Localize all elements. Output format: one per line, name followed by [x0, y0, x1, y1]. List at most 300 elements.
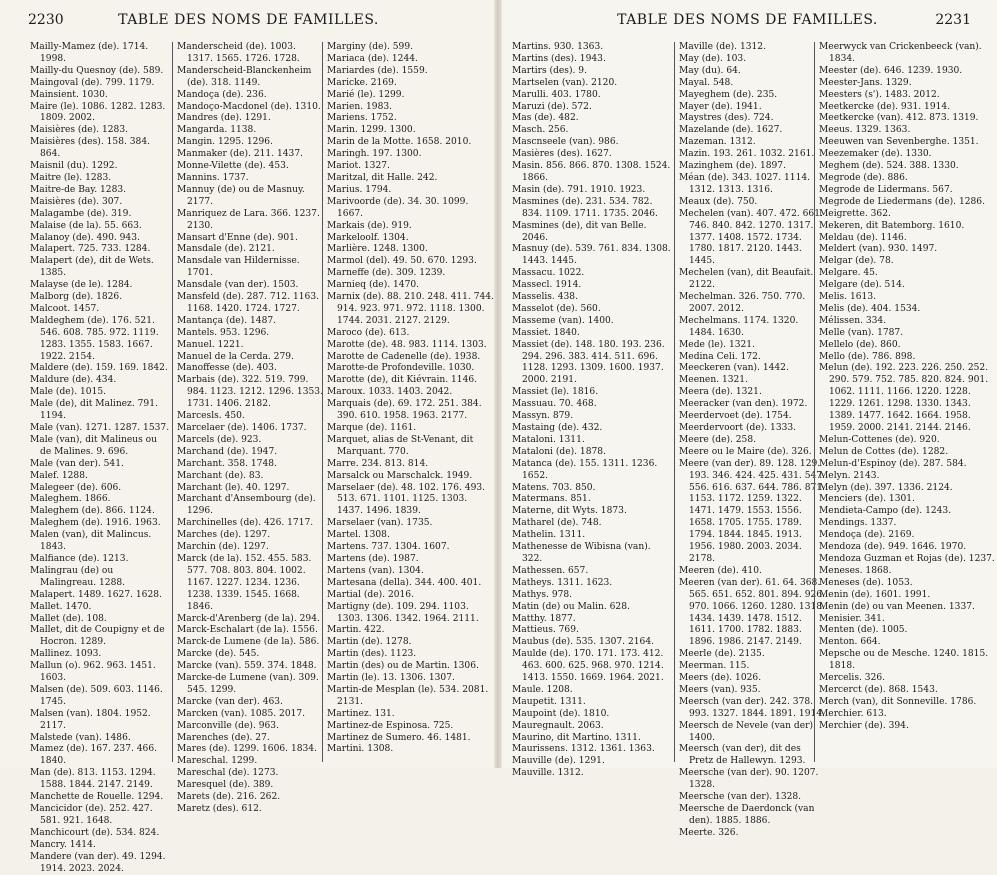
- index-entry: Mechelmans. 1174. 1320. 1484. 1630.: [679, 315, 799, 338]
- index-entry: Méan (de). 343. 1027. 1114. 1312. 1313. 1316.: [679, 172, 811, 195]
- index-entry: Maretz (des). 612.: [177, 804, 262, 814]
- index-entry: Martin-de Mesplan (le). 534. 2081. 2131.: [327, 684, 489, 707]
- index-entry: Maitre-de Bay. 1283.: [30, 184, 127, 195]
- index-entry: Maubus (de). 535. 1307. 2164.: [512, 637, 655, 648]
- index-entry: Meere (van der). 89. 128. 129. 193. 346. 424. 425. 431. 547. 556. 616. 637. 644. 786. 871. 1153. 1172. 1259. 1322. 1471. 1479. 1553. 1556. 1658. 1705. 1755. 1789. 1794. 1844. 1845. 1913. 1956. 1980. 2003. 2034. 2178.: [679, 458, 825, 564]
- index-entry: Mas (de). 482.: [512, 113, 579, 124]
- index-entry: Mariardes (de). 1559.: [327, 65, 428, 76]
- index-entry: Meetkercke (van). 412. 873. 1319.: [819, 113, 979, 124]
- index-entry: Marquais (de). 69. 172. 251. 384. 390. 610. 1958. 1963. 2177.: [327, 399, 482, 422]
- index-entry: Malapert. 1489. 1627. 1628.: [30, 589, 162, 600]
- index-entry: Mazin. 193. 261. 1032. 2161.: [679, 149, 815, 160]
- index-entry: Meesters (s'). 1483. 2012.: [819, 89, 940, 100]
- index-entry: Martens (van). 1304.: [327, 565, 424, 576]
- index-entry: Maleghem (de). 866. 1124.: [30, 506, 155, 517]
- index-entry: Megrode de Liedermans (de). 1286.: [819, 196, 985, 207]
- index-entry: Martinez de Sumero. 46. 1481.: [327, 732, 471, 743]
- index-entry: Male (van der). 541.: [30, 458, 124, 469]
- index-entry: Melyn. 2143.: [819, 470, 880, 481]
- index-entry: Malayse (de le). 1284.: [30, 280, 133, 291]
- index-entry: Manuel de la Cerda. 279.: [177, 351, 294, 362]
- index-entry: Meerte. 326.: [679, 827, 739, 838]
- index-entry: Monne-Vilette (de). 453.: [177, 161, 289, 172]
- index-entry: Mendoça (de). 2169.: [819, 530, 915, 541]
- index-entry: Masin (de). 791. 1910. 1923.: [512, 184, 646, 195]
- page-header: [498, 12, 997, 34]
- index-entry: Melle (van). 1787.: [819, 327, 904, 338]
- index-entry: Meersche (van der). 1328.: [679, 792, 802, 803]
- index-entry: Manchicourt (de). 534. 824.: [30, 827, 160, 838]
- index-entry: Martin (le). 13. 1306. 1307.: [327, 673, 455, 684]
- index-entry: Mattieus. 769.: [512, 625, 579, 636]
- index-entry: Martins (des). 1943.: [512, 53, 606, 64]
- index-entry: Martesana (della). 344. 400. 401.: [327, 577, 482, 588]
- index-entry: Meerdervoort (de). 1333.: [679, 423, 797, 433]
- index-entry: Medina Celi. 172.: [679, 351, 761, 362]
- index-entry: Manmaker (de). 211. 1437.: [177, 149, 304, 160]
- index-entry: Materne, dit Wyts. 1873.: [512, 506, 627, 517]
- index-entry: Meaux (de). 750.: [679, 196, 758, 207]
- index-entry: Maricke. 2169.: [327, 77, 397, 88]
- index-entry: Melun-Cottenes (de). 920.: [819, 434, 940, 445]
- index-entry: Meersch (van der). 242. 378. 993. 1327. 1844. 1891. 1914.: [679, 696, 825, 719]
- index-entry: Manuel. 1221.: [177, 339, 244, 350]
- index-entry: Matens. 703. 850.: [512, 482, 596, 493]
- index-entry: Maisières (de). 1283.: [30, 125, 128, 136]
- index-entry: Marcelaer (de). 1406. 1737.: [177, 423, 307, 433]
- index-entry: Mayeghem (de). 235.: [679, 89, 778, 100]
- index-entry: Mataloni. 1311.: [512, 434, 585, 445]
- page-number: 2230: [28, 12, 64, 28]
- index-entry: Maule. 1208.: [512, 684, 573, 695]
- index-entry: Melun de Cottes (de). 1282.: [819, 446, 949, 457]
- index-entry: Mauville. 1312.: [512, 768, 584, 779]
- index-entry: Melgare. 45.: [819, 268, 878, 279]
- index-entry: Mercelis. 326.: [819, 673, 886, 684]
- index-entry: Mendings. 1337.: [819, 518, 897, 529]
- index-entry: Mareschal (de). 1273.: [177, 768, 279, 779]
- index-entry: Malstede (van). 1486.: [30, 732, 131, 743]
- index-entry: Massiet (le). 1816.: [512, 387, 599, 398]
- index-entry: Menton. 664.: [819, 637, 881, 648]
- index-entry: Masmines (de). 231. 534. 782. 834. 1109. 1711. 1735. 2046.: [512, 196, 658, 219]
- index-entry: Martial (de). 2016.: [327, 589, 414, 600]
- index-entry: Manoffesse (de). 403.: [177, 363, 277, 374]
- index-entry: Mede (le). 1321.: [679, 339, 755, 350]
- index-entry: Martselen (van). 2120.: [512, 77, 618, 88]
- index-entry: Megrode (de). 886.: [819, 172, 908, 183]
- index-entry: Mascnseele (van). 986.: [512, 137, 619, 148]
- index-entry: Maystres (des). 724.: [679, 113, 774, 124]
- index-column: [814, 42, 995, 762]
- index-entry: Mandoço-Macdonel (de). 1310.: [177, 101, 321, 112]
- index-entry: Marchant d'Ansembourg (de). 1296.: [177, 494, 316, 517]
- index-entry: Mannins. 1737.: [177, 172, 249, 183]
- index-entry: Marneffe (de). 309. 1239.: [327, 268, 446, 279]
- index-entry: Malsen (van). 1804. 1952. 2117.: [30, 708, 151, 731]
- index-entry: Martin. 422.: [327, 625, 385, 636]
- index-entry: Masmines (de), dit van Belle. 2046.: [512, 220, 647, 243]
- index-entry: Marenches (de). 27.: [177, 732, 270, 743]
- index-column: [512, 42, 672, 779]
- index-entry: Mansart d'Enne (de). 901.: [177, 232, 298, 243]
- index-entry: Matanca (de). 155. 1311. 1236. 1652.: [512, 458, 658, 481]
- index-entry: Meeren (van der). 61. 64. 368. 565. 651. 652. 801. 894. 926. 970. 1066. 1260. 1280. 1318. 1434. 1439. 1478. 1512. 1611. 1700. 1782. 1883. 1896. 1986. 2147. 2149.: [679, 577, 825, 648]
- index-entry: Maldere (de). 159. 169. 1842.: [30, 363, 168, 374]
- index-entry: Mathessen. 657.: [512, 565, 589, 576]
- index-entry: Meeren (de). 410.: [679, 565, 762, 576]
- index-entry: Maringh. 197. 1300.: [327, 149, 422, 160]
- page-title: TABLE DES NOMS DE FAMILLES.: [118, 12, 379, 28]
- page-header: [0, 12, 497, 34]
- index-entry: Menin (de) ou van Meenen. 1337.: [819, 601, 975, 612]
- index-entry: Marmol (del). 49. 50. 670. 1293.: [327, 256, 477, 267]
- index-entry: Mailly-Mamez (de). 1714. 1998.: [30, 42, 149, 64]
- index-entry: Mannuy (de) ou de Masnuy. 2177.: [177, 184, 305, 207]
- index-entry: Maruzi (de). 572.: [512, 101, 592, 112]
- book-gutter: [494, 0, 502, 768]
- index-entry: Meers (van). 935.: [679, 684, 761, 695]
- index-entry: Marcke (van der). 463.: [177, 696, 283, 707]
- index-entry: Mariens. 1752.: [327, 113, 397, 124]
- index-entry: Marotte-de Profondeville. 1030.: [327, 363, 475, 374]
- index-entry: Maire (le). 1086. 1282. 1283. 1809. 2002.: [30, 101, 166, 124]
- index-entry: Martigny (de). 109. 294. 1103. 1303. 1306. 1342. 1964. 2111.: [327, 601, 479, 624]
- index-entry: Mancicidor (de). 252. 427. 581. 921. 1648.: [30, 804, 153, 826]
- index-entry: Marquet, alias de St-Venant, dit Marquant. 770.: [327, 434, 474, 457]
- index-entry: Meenen. 1321.: [679, 375, 748, 386]
- index-entry: Meeus. 1329. 1363.: [819, 125, 911, 136]
- index-entry: Mathenesse de Wibisna (van). 322.: [512, 542, 651, 564]
- index-entry: Martin (des). 1123.: [327, 649, 417, 660]
- index-entry: Marlière. 1248. 1300.: [327, 244, 428, 255]
- index-entry: Meerdervoet (de). 1754.: [679, 411, 792, 422]
- index-entry: Massiet (de). 148. 180. 193. 236. 294. 296. 383. 414. 511. 696. 1128. 1293. 1309. 1600. 1937. 2000. 2191.: [512, 339, 665, 386]
- index-entry: Marchant (le). 40. 1297.: [177, 482, 290, 493]
- index-entry: Marnieq (de). 1470.: [327, 280, 420, 291]
- index-entry: Mallet (de). 108.: [30, 613, 107, 624]
- index-entry: Matin (de) ou Malin. 628.: [512, 601, 630, 612]
- index-entry: Martens. 737. 1304. 1607.: [327, 542, 450, 553]
- index-entry: Mamez (de). 167. 237. 466. 1840.: [30, 744, 158, 767]
- index-entry: Maupoint (de). 1810.: [512, 708, 610, 719]
- index-entry: Malen (van), dit Malincus. 1843.: [30, 530, 152, 553]
- page-title: TABLE DES NOMS DE FAMILLES.: [617, 12, 878, 28]
- index-entry: Markeloolf. 1304.: [327, 232, 409, 243]
- index-entry: Mandoça (de). 236.: [177, 89, 267, 100]
- index-entry: Melun (de). 192. 223. 226. 250. 252. 290. 579. 752. 785. 820. 824. 901. 1062. 1111. 1166. 1220. 1228. 1229. 1261. 1298. 1330. 1343. 1389. 1477. 1642. 1664. 1958. 1959. 2000. 2141. 2144. 2146.: [819, 363, 989, 433]
- index-entry: Mazinghem (de). 1897.: [679, 161, 786, 172]
- index-entry: Meester-Jans. 1329.: [819, 77, 912, 88]
- index-entry: Mangarda. 1138.: [177, 125, 257, 136]
- index-entry: Malcoot. 1457.: [30, 303, 100, 314]
- index-entry: Meera (de). 1321.: [679, 387, 762, 398]
- index-entry: Melun-d'Espinoy (de). 287. 584.: [819, 458, 967, 469]
- index-entry: Massiet. 1840.: [512, 327, 580, 338]
- index-entry: Meerwyck van Crickenbeeck (van). 1834.: [819, 42, 982, 64]
- index-column: [322, 42, 495, 762]
- index-entry: Megrode de Lidermans. 567.: [819, 184, 953, 195]
- index-entry: Marck (de la). 152. 455. 583. 577. 708. 803. 804. 1002. 1167. 1227. 1234. 1236. 1238. 1339. 1545. 1668. 1846.: [177, 553, 312, 612]
- index-entry: Mauville (de). 1291.: [512, 756, 605, 767]
- index-entry: Meester (de). 646. 1239. 1930.: [819, 65, 963, 76]
- index-entry: Meezemaker (de). 1330.: [819, 149, 932, 160]
- index-entry: Melis. 1613.: [819, 292, 876, 303]
- index-entry: Meeuwen van Sevenberghe. 1351.: [819, 137, 979, 148]
- index-entry: Marchant (de). 83.: [177, 470, 264, 481]
- index-entry: Masnuy (de). 539. 761. 834. 1308. 1443. 1445.: [512, 244, 671, 267]
- index-entry: Marius. 1794.: [327, 184, 392, 195]
- index-entry: Mansdale (de). 2121.: [177, 244, 275, 255]
- index-entry: Marcke (de). 545.: [177, 649, 260, 660]
- index-entry: Malsen (de). 509. 603. 1146. 1745.: [30, 684, 163, 707]
- index-entry: Meerman. 115.: [679, 661, 750, 672]
- index-column: [674, 42, 825, 838]
- index-entry: Mathelin. 1311.: [512, 530, 586, 541]
- index-entry: Menciers (de). 1301.: [819, 494, 915, 505]
- index-entry: Martin (de). 1278.: [327, 637, 412, 648]
- index-entry: Merch (van), dit Sonneville. 1786.: [819, 696, 977, 707]
- index-entry: Merchier. 613.: [819, 708, 887, 719]
- index-entry: Mechelen (van). 407. 472. 661. 746. 840. 842. 1270. 1317. 1377. 1408. 1572. 1734. 1780. 1817. 2120. 1443. 1445.: [679, 208, 823, 267]
- index-entry: Mélissen. 334.: [819, 315, 887, 326]
- index-entry: Mauregnault. 2063.: [512, 720, 604, 731]
- index-entry: Marchand (de). 1947.: [177, 446, 278, 457]
- index-entry: Mello (de). 786. 898.: [819, 351, 916, 362]
- index-entry: Maupetit. 1311.: [512, 696, 586, 707]
- index-entry: Meeckeren (van). 1442.: [679, 363, 789, 374]
- index-entry: Mariot. 1327.: [327, 161, 390, 172]
- index-entry: Marcesls. 450.: [177, 411, 245, 422]
- index-entry: Manchette de Rouelle. 1294.: [30, 792, 164, 803]
- index-entry: Marselaer (de). 48. 102. 176. 493. 513. 671. 1101. 1125. 1303. 1437. 1496. 1839.: [327, 482, 486, 517]
- index-entry: Mallet. 1470.: [30, 601, 92, 612]
- index-entry: Marotte (de). 48. 983. 1114. 1303.: [327, 339, 487, 350]
- index-entry: Maisnil (du). 1292.: [30, 161, 118, 172]
- index-entry: Mandere (van der). 49. 1294. 1914. 2023. 2024.: [30, 851, 166, 874]
- index-entry: Mercerct (de). 868. 1543.: [819, 684, 938, 695]
- index-entry: Mainsient. 1030.: [30, 89, 108, 100]
- index-entry: Marbais (de). 322. 519. 799. 984. 1123. 1212. 1296. 1353. 1731. 1406. 2182.: [177, 375, 323, 410]
- index-entry: Marnix (de). 88. 210. 248. 411. 744. 914. 923. 971. 972. 1118. 1300. 1744. 2031. 2127. 2129.: [327, 292, 494, 326]
- index-entry: Martini. 1308.: [327, 744, 394, 755]
- index-entry: Marchant. 358. 1748.: [177, 458, 277, 469]
- index-entry: Masselot (de). 560.: [512, 303, 601, 314]
- index-entry: Matharel (de). 748.: [512, 518, 602, 529]
- index-entry: Mailly-du Quesnoy (de). 589.: [30, 65, 164, 76]
- index-entry: Male (van), dit Malineus ou de Malines. 9. 696.: [30, 434, 158, 457]
- index-entry: Melgare (de). 514.: [819, 280, 905, 291]
- index-entry: Marck-de Lumene (de la). 586.: [177, 637, 320, 648]
- index-entry: Marcken (van). 1085. 2017.: [177, 708, 306, 719]
- index-entry: Marconville (de). 963.: [177, 720, 279, 731]
- index-entry: Meers (de). 1026.: [679, 673, 762, 684]
- index-entry: Manderscheid-Blanckenheim (de). 318. 1149.: [177, 65, 312, 88]
- index-entry: Mares (de). 1299. 1606. 1834.: [177, 744, 317, 755]
- index-entry: Mekeren, dit Batemborg. 1610.: [819, 220, 965, 231]
- index-entry: Maritzal, dit Halle. 242.: [327, 172, 438, 183]
- index-entry: Masières (des). 1627.: [512, 149, 612, 160]
- index-entry: Matthy. 1877.: [512, 613, 576, 624]
- index-entry: Martinez-de Espinosa. 725.: [327, 720, 454, 731]
- index-entry: Marivoorde (de). 34. 30. 1099. 1667.: [327, 196, 469, 219]
- left-page: [0, 0, 497, 874]
- index-entry: Marin de la Motte. 1658. 2010.: [327, 137, 472, 148]
- index-entry: Meigrette. 362.: [819, 208, 891, 219]
- index-entry: Marcels (de). 923.: [177, 434, 262, 445]
- index-entry: Mansdale van Hildernisse. 1701.: [177, 256, 300, 279]
- index-entry: Malagambe (de). 319.: [30, 208, 132, 219]
- index-entry: Mansfeld (de). 287. 712. 1163. 1168. 1420. 1724. 1727.: [177, 292, 320, 314]
- index-entry: Martin (des) ou de Martin. 1306.: [327, 661, 479, 672]
- index-entry: Maville (de). 1312.: [679, 42, 766, 52]
- index-entry: Maleghem (de). 1916. 1963.: [30, 518, 161, 529]
- index-entry: Meersch de Nevele (van der). 1400.: [679, 720, 816, 743]
- index-entry: Mathys. 978.: [512, 589, 573, 600]
- index-entry: Mansdale (van der). 1503.: [177, 280, 299, 291]
- index-entry: Mechelman. 326. 750. 770. 2007. 2012.: [679, 292, 806, 314]
- index-entry: Maurissens. 1312. 1361. 1363.: [512, 744, 655, 755]
- index-entry: Masseme (van). 1400.: [512, 315, 614, 326]
- index-entry: May (du). 64.: [679, 65, 741, 76]
- index-entry: Meerle (de). 2135.: [679, 649, 765, 660]
- index-entry: Maisières (des). 158. 384. 864.: [30, 137, 151, 160]
- index-entry: Marre. 234. 813. 814.: [327, 458, 429, 469]
- index-entry: Malapert (de), dit de Wets. 1385.: [30, 256, 154, 279]
- index-entry: Marin. 1299. 1300.: [327, 125, 416, 136]
- index-entry: Mantels. 953. 1296.: [177, 327, 270, 338]
- index-column: [30, 42, 170, 874]
- index-entry: Massacu. 1022.: [512, 268, 585, 279]
- index-entry: Marotte (de), dit Kiévrain. 1146.: [327, 375, 478, 386]
- index-entry: Maroux. 1033. 1403. 2042.: [327, 387, 453, 398]
- index-entry: Mendoza Guzman et Rojas (de). 1237.: [819, 553, 995, 564]
- index-entry: Marulli. 403. 1780.: [512, 89, 601, 100]
- index-entry: Massuau. 70. 468.: [512, 399, 597, 410]
- index-entry: Maitre (le). 1283.: [30, 172, 112, 183]
- index-entry: Meghem (de). 524. 388. 1330.: [819, 161, 959, 172]
- index-entry: Manderscheid (de). 1003. 1317. 1565. 1726. 1728.: [177, 42, 300, 64]
- index-entry: Mellelo (de). 860.: [819, 339, 901, 350]
- index-entry: Maurino, dit Martino. 1311.: [512, 732, 641, 743]
- index-entry: May (de). 103.: [679, 53, 747, 64]
- index-entry: Meersche de Daerdonck (van den). 1885. 1886.: [679, 804, 815, 826]
- index-entry: Matheys. 1311. 1623.: [512, 577, 613, 588]
- index-entry: Malaise (de la). 55. 663.: [30, 220, 142, 231]
- index-entry: Maldeghem (de). 176. 521. 546. 608. 785. 972. 1119. 1283. 1355. 1583. 1667. 1922. 2154.: [30, 315, 159, 362]
- index-entry: Marien. 1983.: [327, 101, 393, 112]
- index-entry: Male (van). 1271. 1287. 1537.: [30, 423, 170, 433]
- index-entry: Malef. 1288.: [30, 470, 88, 481]
- index-entry: Meldert (van). 930. 1497.: [819, 244, 938, 255]
- index-entry: Melgar (de). 78.: [819, 256, 894, 267]
- index-entry: Maingoval (de). 799. 1179.: [30, 77, 155, 88]
- index-entry: Mastaing (de). 432.: [512, 423, 603, 433]
- page-number: 2231: [935, 12, 971, 28]
- index-entry: Marchinelles (de). 426. 1717.: [177, 518, 314, 529]
- index-entry: Menisier. 341.: [819, 613, 885, 624]
- index-entry: Meere (de). 258.: [679, 434, 757, 445]
- index-entry: Massyn. 879.: [512, 411, 574, 422]
- index-entry: Menten (de). 1005.: [819, 625, 908, 636]
- index-entry: Marets (de). 216. 262.: [177, 792, 281, 803]
- index-entry: Martins. 930. 1363.: [512, 42, 604, 52]
- index-entry: Meldau (de). 1146.: [819, 232, 907, 243]
- index-entry: Menin (de). 1601. 1991.: [819, 589, 931, 600]
- index-entry: Mangin. 1295. 1296.: [177, 137, 273, 148]
- index-entry: Man (de). 813. 1153. 1294. 1588. 1844. 2147. 2149.: [30, 768, 156, 791]
- index-entry: Marches (de). 1297.: [177, 530, 271, 541]
- index-entry: Mandres (de). 1291.: [177, 113, 271, 124]
- index-entry: Martens (de). 1987.: [327, 553, 419, 564]
- index-entry: Meere ou le Maire (de). 326.: [679, 446, 812, 457]
- index-entry: Marselaer (van). 1735.: [327, 518, 433, 529]
- index-entry: Marcke (van). 559. 374. 1848.: [177, 661, 317, 672]
- index-entry: Mechelen (van), dit Beaufait. 2122.: [679, 268, 814, 291]
- index-entry: Mancry. 1414.: [30, 839, 96, 850]
- index-entry: Mantança (de). 1487.: [177, 315, 277, 326]
- index-entry: Mayer (de). 1941.: [679, 101, 762, 112]
- index-entry: Melyn (de). 397. 1336. 2124.: [819, 482, 953, 493]
- index-entry: Mayal. 548.: [679, 77, 734, 88]
- index-entry: Marchin (de). 1297.: [177, 542, 269, 553]
- index-entry: Marié (le). 1299.: [327, 89, 405, 100]
- index-entry: Marck-d'Arenberg (de la). 294.: [177, 613, 320, 624]
- index-entry: Melis (de). 404. 1534.: [819, 303, 921, 314]
- index-entry: Maulde (de). 170. 171. 173. 412. 463. 600. 625. 968. 970. 1214. 1413. 1550. 1669. 1964. 2021.: [512, 649, 664, 684]
- index-entry: Malingrau (de) ou Malingreau. 1288.: [30, 565, 126, 588]
- index-entry: Male (de), dit Malinez. 791. 1194.: [30, 399, 158, 422]
- index-entry: Mallinez. 1093.: [30, 649, 102, 660]
- index-entry: Maresquel (de). 389.: [177, 780, 274, 791]
- index-entry: Malborg (de). 1826.: [30, 292, 123, 303]
- index-entry: Maleghem. 1866.: [30, 494, 111, 505]
- index-entry: Mataloni (de). 1878.: [512, 446, 606, 457]
- index-entry: Meneses. 1868.: [819, 565, 892, 576]
- index-entry: Maisières (de). 307.: [30, 196, 123, 207]
- index-entry: Markais (de). 919.: [327, 220, 412, 231]
- index-entry: Meneses (de). 1053.: [819, 577, 913, 588]
- index-entry: Merchier (de). 394.: [819, 720, 909, 731]
- index-entry: Marotte de Cadenelle (de). 1938.: [327, 351, 481, 362]
- index-entry: Martinez. 131.: [327, 708, 395, 719]
- index-entry: Marginy (de). 599.: [327, 42, 414, 52]
- index-entry: Malfiance (de). 1213.: [30, 553, 129, 564]
- index-entry: Malapert. 725. 733. 1284.: [30, 244, 151, 255]
- right-page: [498, 0, 997, 838]
- index-entry: Meeracker (van den). 1972.: [679, 399, 808, 410]
- index-entry: Mendieta-Campo (de). 1243.: [819, 506, 952, 517]
- index-entry: Marcke-de Lumene (van). 309. 545. 1299.: [177, 673, 319, 695]
- index-entry: Matermans. 851.: [512, 494, 591, 505]
- index-entry: Malanoy (de). 490. 943.: [30, 232, 140, 243]
- index-entry: Maldure (de). 434.: [30, 375, 117, 386]
- index-entry: Mallet, dit de Coupigny et de Hocron. 1289.: [30, 625, 165, 648]
- index-entry: Manriquez de Lara. 366. 1237. 2130.: [177, 208, 320, 231]
- index-entry: Marck-Eschalart (de la). 1556.: [177, 625, 318, 636]
- index-entry: Mazeman. 1312.: [679, 137, 756, 148]
- index-entry: Maroco (de). 613.: [327, 327, 410, 338]
- index-entry: Mepsche ou de Mesche. 1240. 1815. 1818.: [819, 649, 989, 672]
- index-entry: Mallun (o). 962. 963. 1451. 1603.: [30, 661, 156, 684]
- index-entry: Meetkercke (de). 931. 1914.: [819, 101, 951, 112]
- index-entry: Mariaca (de). 1244.: [327, 53, 418, 64]
- index-entry: Masch. 256.: [512, 125, 569, 136]
- index-entry: Massecl. 1914.: [512, 280, 582, 291]
- index-entry: Masin. 856. 866. 870. 1308. 1524. 1866.: [512, 161, 671, 183]
- index-entry: Martirs (des). 9.: [512, 65, 587, 76]
- index-entry: Male (de). 1015.: [30, 387, 107, 398]
